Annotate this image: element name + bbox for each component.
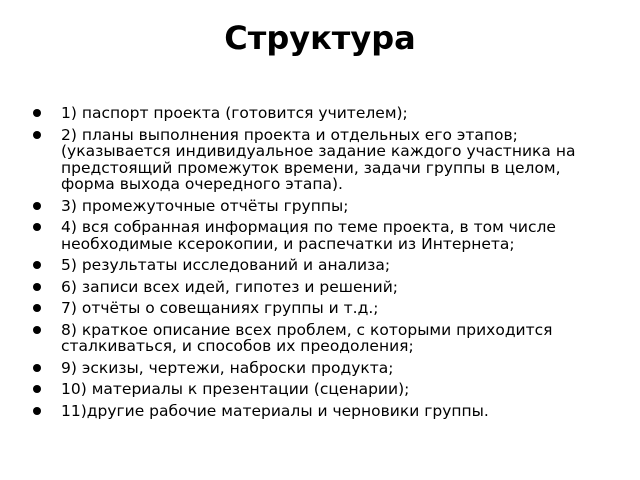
bullet-icon (33, 223, 41, 231)
list-item-text: 10) материалы к презентации (сценарии); (61, 380, 410, 398)
list-item-text: 7) отчёты о совещаниях группы и т.д.; (61, 299, 379, 317)
bullet-list (30, 105, 610, 424)
bullet-icon (33, 202, 41, 210)
bullet-icon (33, 131, 41, 139)
bullet-icon (33, 385, 41, 393)
list-item (30, 300, 610, 317)
slide-title: Структура (224, 19, 416, 57)
bullet-icon (33, 283, 41, 291)
list-item (30, 322, 610, 355)
list-item-text: 6) записи всех идей, гипотез и решений; (61, 277, 399, 296)
bullet-icon (33, 326, 41, 334)
list-item-text: 11)другие рабочие материалы и черновики группы. (61, 401, 489, 420)
list-item (30, 219, 610, 252)
list-item-text: 1) паспорт проекта (готовится учителем); (61, 104, 408, 122)
list-item (30, 279, 610, 296)
bullet-icon (33, 304, 41, 312)
list-item-text: 4) вся собранная информация по теме проекта, в том числе необходимые ксерокопии, и распечатки из Интернета; (61, 218, 556, 253)
bullet-icon (33, 109, 41, 117)
list-item (30, 381, 610, 398)
list-item-text: 9) эскизы, чертежи, наброски продукта; (61, 358, 394, 377)
list-item (30, 127, 610, 193)
list-item (30, 403, 610, 420)
bullet-icon (33, 261, 41, 269)
list-item-text: 5) результаты исследований и анализа; (61, 256, 391, 274)
list-item (30, 198, 610, 215)
list-item (30, 105, 610, 122)
list-item (30, 360, 610, 377)
bullet-icon (33, 407, 41, 415)
list-item-text: 3) промежуточные отчёты группы; (61, 196, 349, 215)
list-item (30, 257, 610, 274)
list-item-text: 8) краткое описание всех проблем, с которыми приходится сталкиваться, и способов их преодоления; (61, 320, 553, 355)
bullet-icon (33, 364, 41, 372)
list-item-text: 2) планы выполнения проекта и отдельных его этапов; (указывается индивидуальное задание каждого участника на предстоящий промежуток времени, задачи группы в целом, форма выхода очередного этапа). (61, 125, 576, 193)
